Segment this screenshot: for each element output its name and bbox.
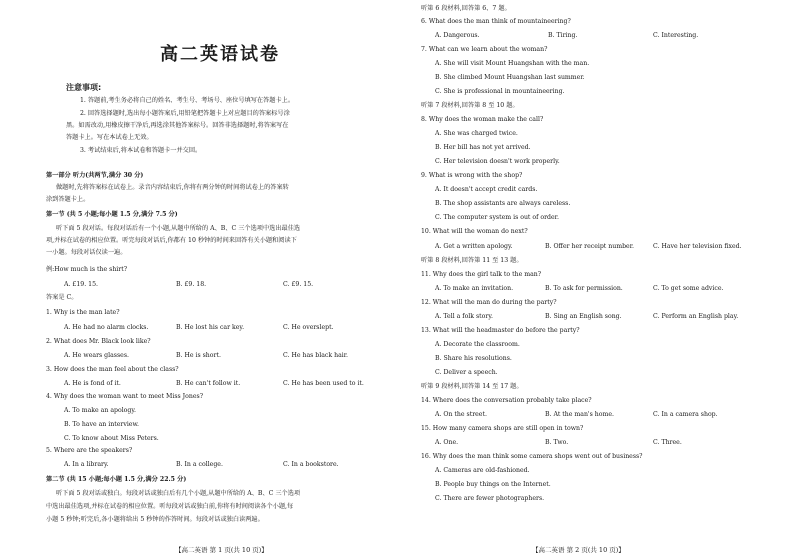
option: C. Have her television fixed. (653, 243, 742, 250)
question: 11. Why does the girl talk to the man? (421, 271, 542, 278)
option: C. He has been used to it. (283, 380, 364, 387)
question: 10. What will the woman do next? (421, 228, 528, 235)
example-question: 例:How much is the shirt? (46, 266, 128, 273)
option: A. She will visit Mount Huangshan with the man. (435, 60, 590, 67)
sec2-heading: 第二节 (共 15 小题;每小题 1.5 分,满分 22.5 分) (46, 476, 187, 483)
option: C. She is professional in mountaineering. (435, 88, 565, 95)
option: B. Tiring. (548, 32, 578, 39)
part1-desc: 做题时,先将答案标在试卷上。录音内容结束后,你将有两分钟的时间将试卷上的答案转 (56, 184, 289, 191)
option: A. Decorate the classroom. (435, 341, 520, 348)
option: C. Three. (653, 439, 682, 446)
part1-desc: 涂到答题卡上。 (46, 196, 90, 203)
segment-heading: 听第 8 段材料,回答第 11 至 13 题。 (421, 257, 523, 264)
question: 1. Why is the man late? (46, 309, 120, 316)
option: B. Sing an English song. (545, 313, 622, 320)
option: B. Two. (545, 439, 569, 446)
option: A. On the street. (435, 411, 487, 418)
question: 6. What does the man think of mountaineering? (421, 18, 571, 25)
question: 13. What will the headmaster do before the party? (421, 327, 580, 334)
option: A. He wears glasses. (64, 352, 129, 359)
option: C. To know about Miss Peters. (64, 435, 159, 442)
option: B. The shop assistants are always careless. (435, 200, 571, 207)
option: A. To make an apology. (64, 407, 136, 414)
option: A. It doesn't accept credit cards. (435, 186, 538, 193)
notice-line: 黑。如需改动,用橡皮擦干净后,再选涂其他答案标号。回答非选择题时,将答案写在 (66, 122, 289, 129)
option: C. He overslept. (283, 324, 334, 331)
sec1-desc: 听下面 5 段对话。每段对话后有一个小题,从题中所给的 A、B、C 三个选项中选出最佳选 (56, 225, 301, 232)
option: B. He is short. (176, 352, 221, 359)
option: B. Offer her receipt number. (545, 243, 634, 250)
option: A. One. (435, 439, 459, 446)
option: A. She was charged twice. (435, 130, 518, 137)
option: C. Perform an English play. (653, 313, 739, 320)
notice-line: 答题卡上。写在本试卷上无效。 (66, 134, 153, 141)
option: A. Dangerous. (435, 32, 480, 39)
option: A. £19. 15. (64, 281, 98, 288)
sec1-desc: 一小题。每段对话仅读一遍。 (46, 249, 127, 256)
notice-line: 2. 回答选择题时,选出每小题答案后,用铅笔把答题卡上对应题目的答案标号涂 (80, 110, 290, 117)
option: B. He lost his car key. (176, 324, 245, 331)
notice-title: 注意事项: (66, 83, 102, 92)
question: 3. How does the man feel about the class? (46, 366, 179, 373)
option: C. £9. 15. (283, 281, 314, 288)
option: B. £9. 18. (176, 281, 207, 288)
sec2-desc: 听下面 5 段对话或独白。每段对话或独白后有几个小题,从题中所给的 A、B、C 三个选项 (56, 490, 301, 497)
option: C. To get some advice. (653, 285, 724, 292)
option: A. He had no alarm clocks. (64, 324, 149, 331)
notice-line: 1. 答题前,考生务必将自己的姓名、考生号、考场号、座位号填写在答题卡上。 (80, 97, 295, 104)
example-answer: 答案是 C。 (46, 294, 78, 301)
option: B. People buy things on the Internet. (435, 481, 551, 488)
sec2-desc: 小题 5 秒钟;听完后,各小题将给出 5 秒钟的作答时间。每段对话或独白读两遍。 (46, 516, 264, 523)
question: 8. Why does the woman make the call? (421, 116, 544, 123)
option: B. Her bill has not yet arrived. (435, 144, 531, 151)
part1-heading: 第一部分 听力(共两节,满分 30 分) (46, 172, 144, 179)
option: C. There are fewer photographers. (435, 495, 545, 502)
option: C. Interesting. (653, 32, 699, 39)
page-title: 高二英语试卷 (160, 44, 280, 65)
sec1-heading: 第一节 (共 5 小题;每小题 1.5 分,满分 7.5 分) (46, 211, 178, 218)
option: B. He can't follow it. (176, 380, 241, 387)
option: A. Get a written apology. (435, 243, 513, 250)
question: 15. How many camera shops are still open in town? (421, 425, 584, 432)
sec1-desc: 项,并标在试卷的相应位置。听完每段对话后,你都有 10 秒钟的时间来回答有关小题和阅读下 (46, 237, 297, 244)
option: A. Tell a folk story. (435, 313, 493, 320)
option: B. Share his resolutions. (435, 355, 512, 362)
option: B. She climbed Mount Huangshan last summer. (435, 74, 585, 81)
question: 7. What can we learn about the woman? (421, 46, 548, 53)
option: C. In a bookstore. (283, 461, 339, 468)
option: C. Her television doesn't work properly. (435, 158, 560, 165)
question: 5. Where are the speakers? (46, 447, 133, 454)
option: B. To have an interview. (64, 421, 139, 428)
page-right (397, 0, 794, 560)
sec2-desc: 中选出最佳选项,并标在试卷的相应位置。听每段对话或独白前,你将有时间阅读各个小题,每 (46, 503, 294, 510)
page-footer: 【高二英语 第 2 页(共 10 页)】 (532, 546, 625, 554)
option: A. He is fond of it. (64, 380, 121, 387)
option: A. In a library. (64, 461, 109, 468)
segment-heading: 听第 6 段材料,回答第 6、7 题。 (421, 5, 511, 12)
option: B. To ask for permission. (545, 285, 623, 292)
segment-heading: 听第 9 段材料,回答第 14 至 17 题。 (421, 383, 523, 390)
question: 12. What will the man do during the party? (421, 299, 557, 306)
question: 2. What does Mr. Black look like? (46, 338, 151, 345)
option: C. The computer system is out of order. (435, 214, 559, 221)
notice-line: 3. 考试结束后,将本试卷和答题卡一并交回。 (80, 147, 202, 154)
question: 9. What is wrong with the shop? (421, 172, 523, 179)
option: C. Deliver a speech. (435, 369, 498, 376)
option: C. He has black hair. (283, 352, 348, 359)
option: A. Cameras are old-fashioned. (435, 467, 530, 474)
option: B. At the man's home. (545, 411, 614, 418)
option: B. In a college. (176, 461, 223, 468)
question: 4. Why does the woman want to meet Miss Jones? (46, 393, 204, 400)
page-footer: 【高二英语 第 1 页(共 10 页)】 (175, 546, 268, 554)
segment-heading: 听第 7 段材料,回答第 8 至 10 题。 (421, 102, 519, 109)
question: 16. Why does the man think some camera shops went out of business? (421, 453, 643, 460)
option: C. In a camera shop. (653, 411, 718, 418)
question: 14. Where does the conversation probably take place? (421, 397, 592, 404)
option: A. To make an invitation. (435, 285, 514, 292)
